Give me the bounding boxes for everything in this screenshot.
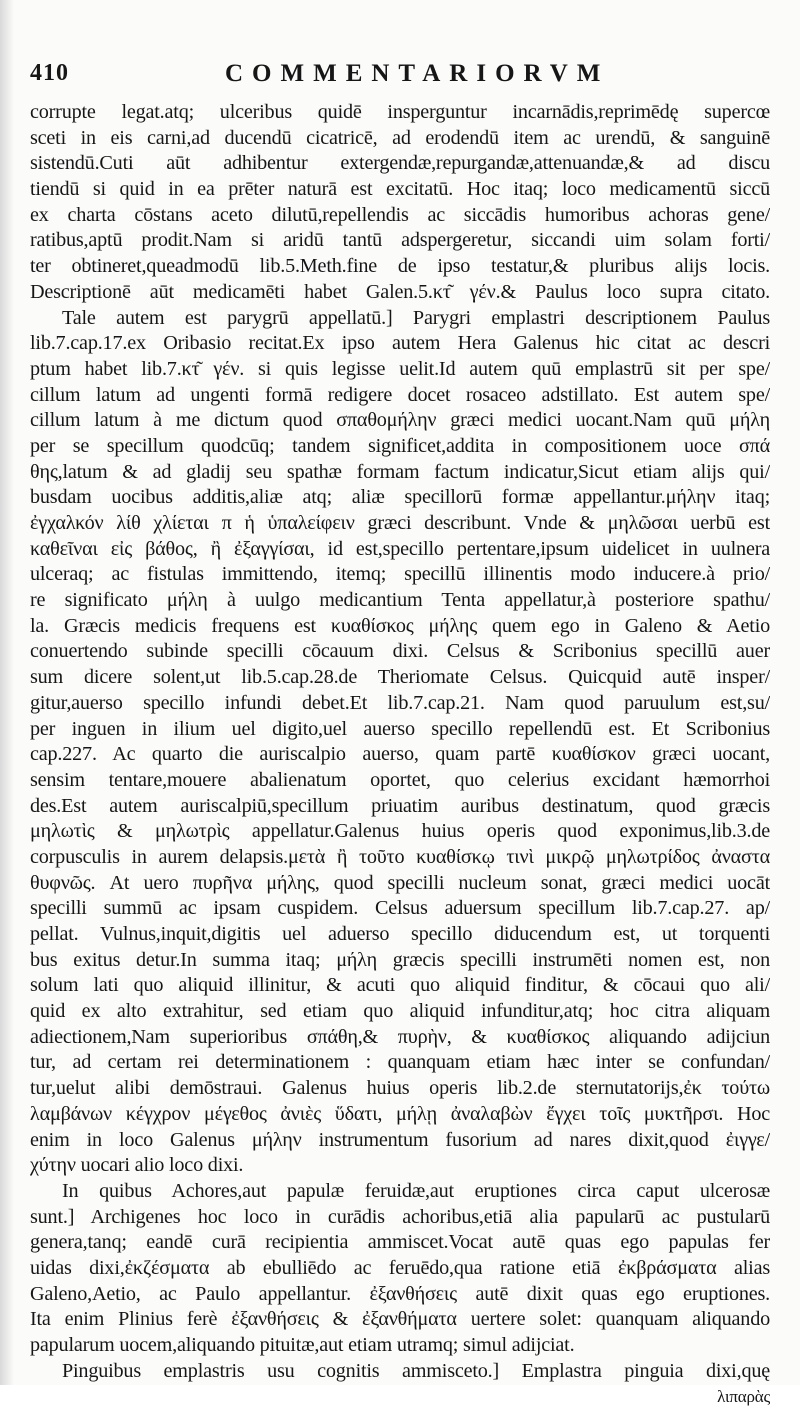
- text-line: λαμβάνων κέγχρον μέγεθος ἀνιὲς ὕδατι, μήλῃ ἀναλαβὼν ἔγχει τοῖς μυκτῆρσι. Hoc: [30, 1102, 770, 1125]
- text-line: busdam uocibus additis,aliæ atq; aliæ specillorū formæ appellantur.μήλην itaq;: [30, 486, 770, 509]
- text-line: per se specillum quodcūq; tandem significet,addita in compositionem uoce σπά: [30, 434, 770, 457]
- text-line: corrupte legat.atq; ulceribus quidē insperguntur incarnādis,reprimēdę supercœ: [30, 101, 770, 123]
- text-line: Descriptionē aūt medicamēti habet Galen.5.κτ͂ γέν.& Paulus loco supra citato.: [30, 280, 770, 303]
- text-line: pellat. Vulnus,inquit,digitis uel aduerso specillo diducendum est, ut torquenti: [30, 923, 770, 945]
- text-line: Ita enim Plinius ferè ἐξανθήσεις & ἐξανθήματα uertere solet: quanquam aliquando: [30, 1308, 770, 1331]
- text-line: la. Græcis medicis frequens est κυαθίσκος μήλης quem ego in Galeno & Aetio: [30, 614, 770, 637]
- text-line: tiendū si quid in ea prēter naturā est excitatū. Hoc itaq; loco medicamentū siccū: [30, 178, 770, 201]
- text-line: ex charta cōstans aceto dilutū,repellendis ac siccādis humoribus achoras gene/: [30, 203, 770, 226]
- text-line: genera,tanq; eandē curā recipientia ammiscet.Vocat autē quas ego papulas fer: [30, 1231, 770, 1254]
- text-line: solum lati quo aliquid illinitur, & acuti quo aliquid finditur, & cōcaui quo ali/: [30, 974, 770, 997]
- catchword: λιπαρὰς: [717, 1387, 770, 1407]
- text-line: cillum latum ad ungenti formā redigere docet rosaceo adstillato. Est autem spe/: [30, 383, 770, 406]
- text-line: tur,uelut alibi demōstraui. Galenus huius operis lib.2.de sternutatorijs,ἐκ τούτω: [30, 1077, 770, 1100]
- page-gutter-shadow: [0, 0, 14, 1385]
- text-line: χύτην uocari alio loco dixi.: [30, 1154, 244, 1177]
- text-line: Galeno,Aetio, ac Paulo appellantur. ἐξανθήσεις autē dixit quas ego eruptiones.: [30, 1282, 770, 1305]
- text-line: gitur,auerso specillo infundi debet.Et lib.7.cap.21. Nam quod paruulum est,su/: [30, 691, 770, 714]
- text-line: tur, ad certam rei determinationem : quanquam etiam hæc inter se confundan/: [30, 1051, 770, 1074]
- running-head: COMMENTARIORVM: [225, 60, 610, 87]
- text-line: sceti in eis carni,ad ducendū cicatricē, ad erodendū item ac urendū, & sanguinē: [30, 126, 770, 149]
- text-line: enim in loco Galenus μήλην instrumentum fusorium ad nares dixit,quod ἐιγγε/: [30, 1128, 770, 1151]
- text-line: des.Est autem auriscalpiū,specillum priuatim auribus destinatum, quod græcis: [30, 794, 770, 817]
- text-line: specilli summū ac ipsam cuspidem. Celsus aduersum specillum lib.7.cap.27. ap/: [30, 897, 770, 920]
- text-line: per inguen in ilium uel digito,uel auerso specillo repellendū est. Et Scribonius: [30, 717, 770, 740]
- text-line: sistendū.Cuti aūt adhibentur extergendæ,repurgandæ,attenuandæ,& ad discu: [30, 152, 770, 175]
- text-line: ptum habet lib.7.κτ͂ γέν. si quis legisse uelit.Id autem quū emplastrū sit per spe/: [30, 357, 770, 380]
- text-line: sum dicere solent,ut lib.5.cap.28.de Theriomate Celsus. Quicquid autē insper/: [30, 666, 770, 689]
- text-line: sensim tentare,mouere abalienatum oportet, quo celerius excidant hæmorrhoi: [30, 768, 770, 791]
- body-text: [30, 100, 770, 1410]
- text-line: Tale autem est parygrū appellatū.] Parygri emplastri descriptionem Paulus: [62, 306, 770, 329]
- text-line: ἐγχαλκόν λίθ χλίεται π ἡ ὑπαλείφειν græci describunt. Vnde & μηλῶσαι uerbū est: [30, 512, 770, 534]
- text-line: adiectionem,Nam superioribus σπάθη,& πυρὴν, & κυαθίσκος aliquando adijciun: [30, 1025, 770, 1048]
- text-line: Pinguibus emplastris usu cognitis ammisceto.] Emplastra pinguia dixi,quę: [62, 1359, 770, 1382]
- text-line: ter obtineret,queadmodū lib.5.Meth.fine de ipso testatur,& pluribus alijs locis.: [30, 255, 770, 278]
- text-line: re significato μήλη à uulgo medicantium Tenta appellatur,à posteriore spathu/: [30, 589, 770, 612]
- text-line: cillum latum à me dictum quod σπαθομήλην græci medici uocant.Nam quū μήλη: [30, 409, 770, 432]
- text-line: corpusculis in aurem delapsis.μετὰ ἢ τοῦτο κυαθίσκῳ τινὶ μικρῷ μηλωτρίδος ἀναστα: [30, 845, 770, 868]
- text-line: In quibus Achores,aut papulæ feruidæ,aut eruptiones circa caput ulcerosæ: [62, 1179, 770, 1202]
- text-line: θης,latum & ad gladij seu spathæ formam factum indicatur,Sicut etiam alijs qui/: [30, 460, 770, 483]
- text-line: papularum uocem,aliquando pituitæ,aut etiam utramq; simul adijciat.: [30, 1334, 575, 1356]
- page-number: 410: [30, 60, 69, 86]
- page-header: [30, 60, 770, 96]
- text-line: ratibus,aptū prodit.Nam si aridū tantū adspergeretur, siccandi uim solam forti/: [30, 229, 770, 252]
- text-line: μηλωτὶς & μηλωτρὶς appellatur.Galenus huius operis quod exponimus,lib.3.de: [30, 820, 770, 843]
- text-line: καθεῖναι εἰς βάθος, ἢ ἐξαγγίσαι, id est,specillo pertentare,ipsum uidelicet in uulnera: [30, 537, 770, 560]
- text-line: bus exitus detur.In summa itaq; μήλη græcis specilli instrumēti nomen est, non: [30, 948, 770, 971]
- text-line: sunt.] Archigenes hoc loco in curādis achoribus,etiā alia papularū ac pustularū: [30, 1205, 770, 1228]
- text-line: uidas dixi,ἐκζέσματα ab ebulliēdo ac feruēdo,qua ratione etiā ἐκβράσματα alias: [30, 1256, 770, 1279]
- text-line: cap.227. Ac quarto die auriscalpio auerso, quam partē κυαθίσκον græci uocant,: [30, 743, 770, 766]
- text-line: lib.7.cap.17.ex Oribasio recitat.Ex ipso autem Hera Galenus hic citat ac descri: [30, 332, 770, 355]
- text-line: conuertendo subinde specilli cōcauum dixi. Celsus & Scribonius specillū auer: [30, 640, 770, 663]
- text-line: ulceraq; ac fistulas immittendo, itemq; specillū illinentis modo inducere.à prio/: [30, 563, 770, 586]
- text-line: θυφνῶς. At uero πυρῆνα μήλης, quod specilli nucleum sonat, græci medici uocāt: [30, 871, 770, 894]
- text-line: quid ex alto extrahitur, sed etiam quo aliquid infunditur,atq; hoc citra aliquam: [30, 1000, 770, 1023]
